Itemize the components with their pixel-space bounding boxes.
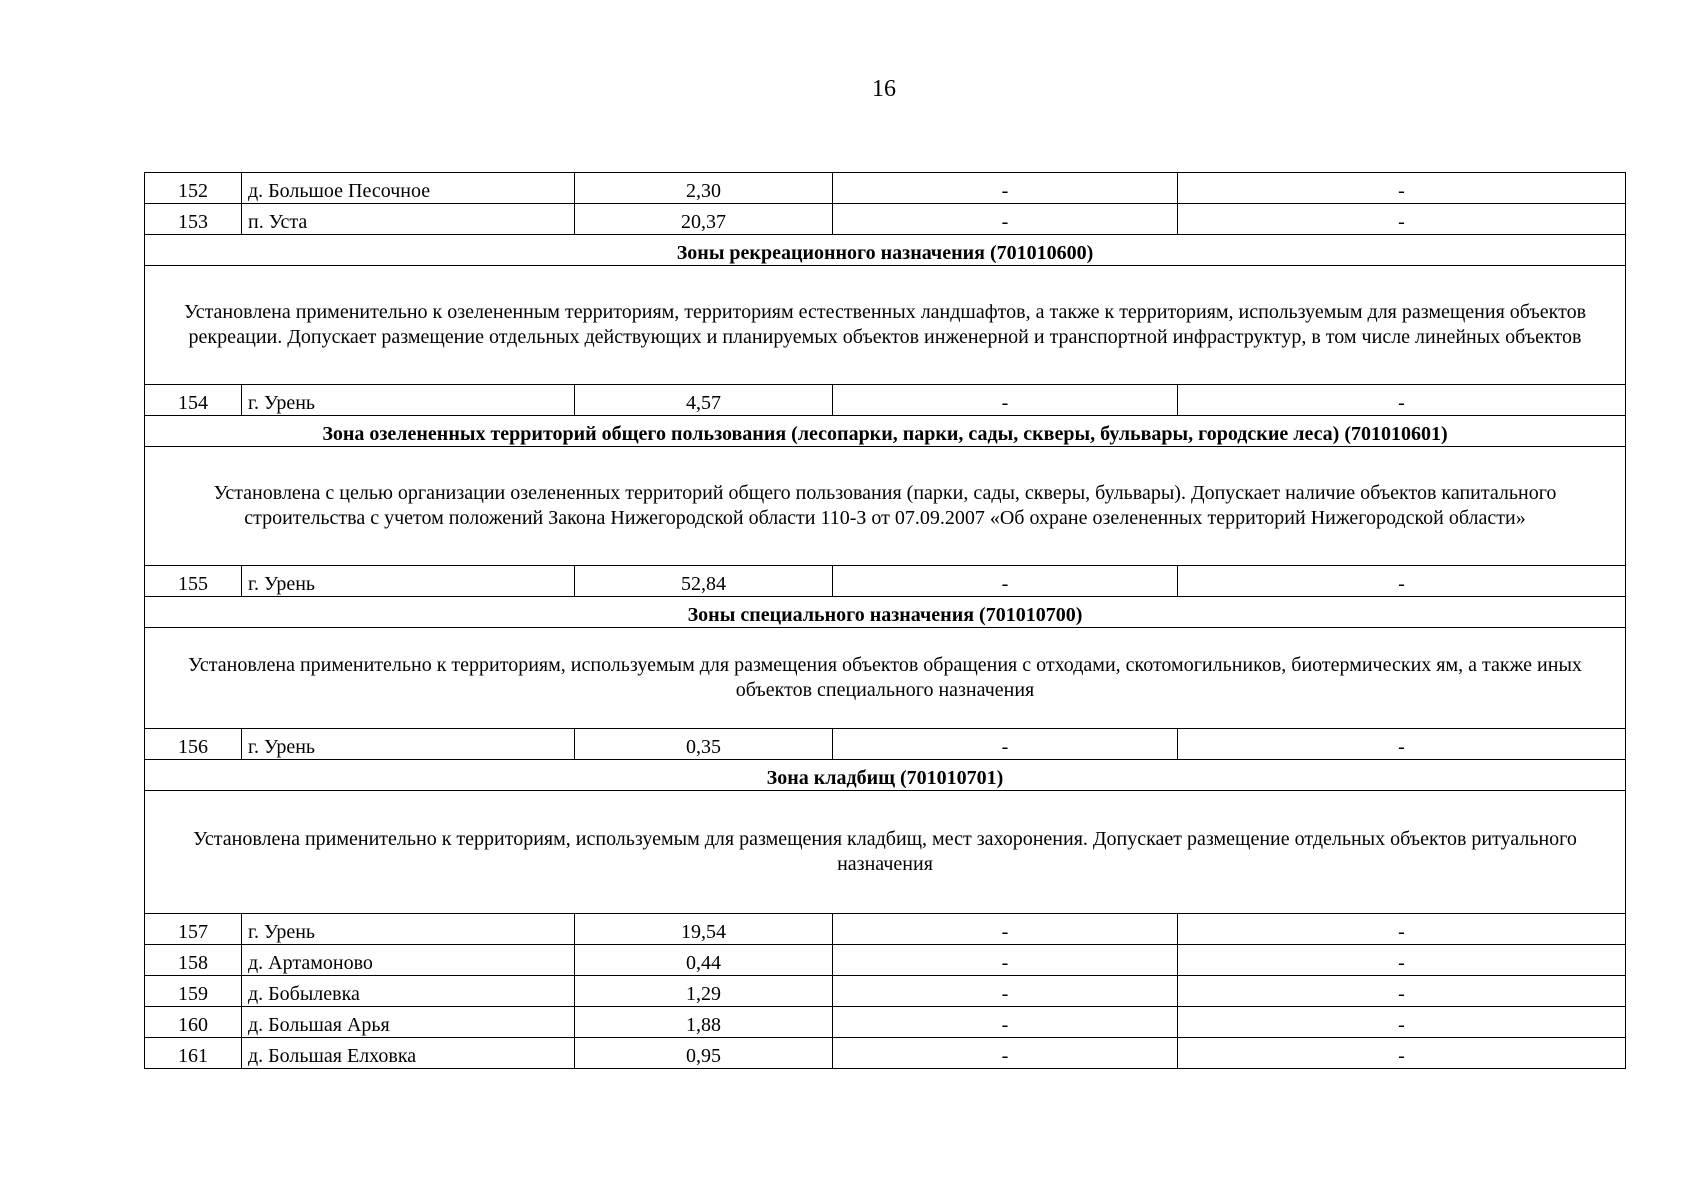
table-row bbox=[145, 385, 1626, 416]
column-4-value: - bbox=[833, 173, 1178, 204]
row-number: 155 bbox=[145, 566, 242, 597]
area-value: 0,35 bbox=[575, 729, 833, 760]
table-row bbox=[145, 729, 1626, 760]
settlement-name: г. Урень bbox=[242, 914, 575, 945]
column-4-value: - bbox=[833, 566, 1178, 597]
area-value: 0,44 bbox=[575, 945, 833, 976]
settlement-name: г. Урень bbox=[242, 729, 575, 760]
column-4-value: - bbox=[833, 976, 1178, 1007]
section-description: Установлена применительно к озелененным территориям, территориям естественных ландшафтов, а также к территориям, используемым для размещения объектов рекреации. Допускает размещение отдельных действующих и планируемых объектов инженерной и транспортной инфраструктур, в том числе линейных объектов bbox=[145, 266, 1626, 385]
settlement-name: д. Большое Песочное bbox=[242, 173, 575, 204]
column-4-value: - bbox=[833, 914, 1178, 945]
area-value: 20,37 bbox=[575, 204, 833, 235]
settlement-name: д. Большая Елховка bbox=[242, 1038, 575, 1069]
section-description: Установлена применительно к территориям, используемым для размещения объектов обращения с отходами, скотомогильников, биотермических ям, а также иных объектов специального назначения bbox=[145, 628, 1626, 729]
section-header-special bbox=[145, 597, 1626, 628]
section-header-cemetery bbox=[145, 760, 1626, 791]
table-row bbox=[145, 204, 1626, 235]
row-number: 160 bbox=[145, 1007, 242, 1038]
settlement-name: д. Бобылевка bbox=[242, 976, 575, 1007]
section-description: Установлена с целью организации озелененных территорий общего пользования (парки, сады, скверы, бульвары). Допускает наличие объектов капитального строительства с учетом положений Закона Нижегородской области 110-З от 07.09.2007 «Об охране озелененных территорий Нижегородской области» bbox=[145, 447, 1626, 566]
column-5-value: - bbox=[1178, 1038, 1626, 1069]
section-header-green bbox=[145, 416, 1626, 447]
column-5-value: - bbox=[1178, 204, 1626, 235]
section-title: Зона озелененных территорий общего пользования (лесопарки, парки, сады, скверы, бульвары, городские леса) (701010601) bbox=[145, 416, 1626, 447]
table-row bbox=[145, 945, 1626, 976]
row-number: 158 bbox=[145, 945, 242, 976]
row-number: 153 bbox=[145, 204, 242, 235]
zones-table bbox=[144, 172, 1626, 1069]
column-5-value: - bbox=[1178, 729, 1626, 760]
column-5-value: - bbox=[1178, 914, 1626, 945]
table-row bbox=[145, 914, 1626, 945]
area-value: 52,84 bbox=[575, 566, 833, 597]
settlement-name: г. Урень bbox=[242, 385, 575, 416]
section-description-recreation bbox=[145, 266, 1626, 385]
section-title: Зоны специального назначения (701010700) bbox=[145, 597, 1626, 628]
section-description-cemetery bbox=[145, 791, 1626, 914]
column-4-value: - bbox=[833, 385, 1178, 416]
column-4-value: - bbox=[833, 204, 1178, 235]
section-description-green bbox=[145, 447, 1626, 566]
column-5-value: - bbox=[1178, 1007, 1626, 1038]
area-value: 0,95 bbox=[575, 1038, 833, 1069]
table-row bbox=[145, 1007, 1626, 1038]
column-5-value: - bbox=[1178, 566, 1626, 597]
column-5-value: - bbox=[1178, 173, 1626, 204]
area-value: 19,54 bbox=[575, 914, 833, 945]
column-4-value: - bbox=[833, 1038, 1178, 1069]
row-number: 159 bbox=[145, 976, 242, 1007]
settlement-name: д. Большая Арья bbox=[242, 1007, 575, 1038]
section-description-special bbox=[145, 628, 1626, 729]
settlement-name: п. Уста bbox=[242, 204, 575, 235]
column-4-value: - bbox=[833, 1007, 1178, 1038]
section-description: Установлена применительно к территориям, используемым для размещения кладбищ, мест захоронения. Допускает размещение отдельных объектов ритуального назначения bbox=[145, 791, 1626, 914]
area-value: 2,30 bbox=[575, 173, 833, 204]
row-number: 154 bbox=[145, 385, 242, 416]
column-4-value: - bbox=[833, 945, 1178, 976]
table-row bbox=[145, 173, 1626, 204]
table-row bbox=[145, 976, 1626, 1007]
row-number: 157 bbox=[145, 914, 242, 945]
row-number: 152 bbox=[145, 173, 242, 204]
area-value: 1,29 bbox=[575, 976, 833, 1007]
row-number: 156 bbox=[145, 729, 242, 760]
settlement-name: д. Артамоново bbox=[242, 945, 575, 976]
row-number: 161 bbox=[145, 1038, 242, 1069]
table-row bbox=[145, 1038, 1626, 1069]
column-5-value: - bbox=[1178, 976, 1626, 1007]
area-value: 4,57 bbox=[575, 385, 833, 416]
section-header-recreation bbox=[145, 235, 1626, 266]
column-5-value: - bbox=[1178, 385, 1626, 416]
area-value: 1,88 bbox=[575, 1007, 833, 1038]
table-row bbox=[145, 566, 1626, 597]
column-4-value: - bbox=[833, 729, 1178, 760]
section-title: Зоны рекреационного назначения (701010600) bbox=[145, 235, 1626, 266]
column-5-value: - bbox=[1178, 945, 1626, 976]
section-title: Зона кладбищ (701010701) bbox=[145, 760, 1626, 791]
settlement-name: г. Урень bbox=[242, 566, 575, 597]
page-number: 16 bbox=[872, 76, 896, 102]
